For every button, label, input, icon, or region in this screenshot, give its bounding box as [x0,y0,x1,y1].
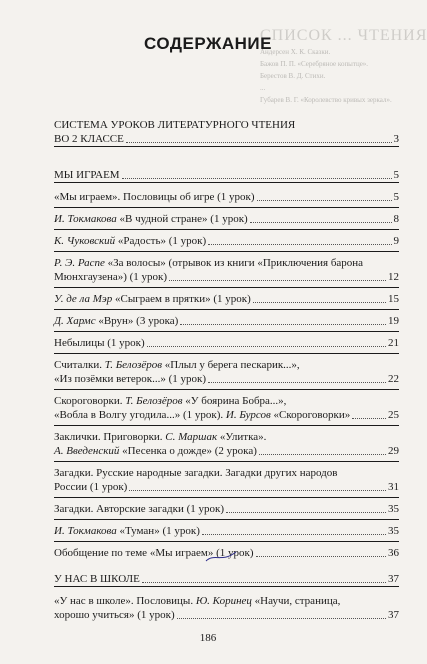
entry-title: «Сыграем в прятки» (1 урок) [112,293,251,305]
toc-entry [54,212,399,226]
page-ref: 29 [388,445,399,457]
section-heading-row [54,168,399,182]
entry-title: «Улитка». [217,431,267,443]
dot-leader [352,418,386,419]
entry-author: Ю. Коринец [195,595,252,607]
entry-title: «У боярина Бобра...», [182,395,287,407]
dot-leader [129,490,386,491]
entry-divider [54,353,399,354]
entry-title: «Плыл у берега пескарик...», [162,359,300,371]
ghost-line: Берестов В. Д. Стихи. [260,72,326,80]
entry-divider [54,309,399,310]
toc-entry [54,292,399,306]
dot-leader [208,382,386,383]
entry-divider [54,251,399,252]
entry-author: К. Чуковский [54,235,116,247]
toc-entry [54,234,399,248]
entry-title: «У нас в школе». Пословицы. [54,595,196,607]
entry-title: Загадки. Авторские загадки (1 урок) [54,503,225,515]
dot-leader [253,302,386,303]
dot-leader [177,618,386,619]
page-ref: 5 [393,169,399,181]
ghost-line: Андерсен Х. К. Сказки. [260,48,331,56]
entry-author: И. Бурсов [225,409,271,421]
toc-entry [54,430,399,458]
toc-section-we-play [54,168,399,183]
entry-divider [54,519,399,520]
toc-section-system [54,118,399,147]
dot-leader [257,200,392,201]
section-heading-row [54,572,399,586]
page-ref: 21 [388,337,399,349]
toc-entry [54,358,399,386]
ghost-title: СПИСОК ... ЧТЕНИЯ [260,27,427,44]
entry-divider [54,229,399,230]
dot-leader [226,512,386,513]
page-ref: 37 [388,609,399,621]
page-ref: 37 [388,573,399,585]
dot-leader [202,534,386,535]
toc-entry [54,594,399,622]
entry-author: А. Введенский [54,445,120,457]
entry-author: С. Маршак [165,431,218,443]
entry-title: Загадки. Русские народные загадки. Загадки других народов [54,467,338,479]
toc-entry [54,524,399,538]
dot-leader [142,582,386,583]
page-ref: 5 [393,191,399,203]
dot-leader [180,324,386,325]
pen-mark [204,550,238,564]
dot-leader [147,346,386,347]
entry-divider [54,389,399,390]
entry-divider [54,425,399,426]
entry-divider [54,287,399,288]
toc-entry [54,256,399,284]
entry-title: «В чудной стране» (1 урок) [116,213,248,225]
entry-divider [54,207,399,208]
toc-section-at-school [54,572,399,587]
section-heading-line: МЫ ИГРАЕМ [54,169,120,181]
ghost-line: Губарев В. Г. «Королевство кривых зеркал». [260,96,392,104]
entry-author: Т. Белозёров [104,359,163,371]
entry-title-cont: «Скороговорки» [270,409,351,421]
page-ref: 36 [388,547,399,559]
toc-entry [54,394,399,422]
page-ref: 35 [388,525,399,537]
entry-divider [54,497,399,498]
dot-leader [250,222,392,223]
section-heading-row [54,132,399,146]
entry-title-cont: России (1 урок) [54,481,128,493]
entry-author: У. де ла Мэр [54,293,113,305]
section-heading-line: У НАС В ШКОЛЕ [54,573,140,585]
entry-author: Т. Белозёров [125,395,183,407]
toc-entry [54,314,399,328]
dot-leader [126,142,392,143]
entry-divider [54,331,399,332]
entry-author: Д. Хармс [54,315,96,327]
entry-title: «Научи, страница, [251,595,341,607]
entry-title: «Мы играем». Пословицы об игре (1 урок) [54,191,255,203]
page-ref: 9 [393,235,399,247]
entry-title: Скороговорки. [54,395,126,407]
dot-leader [208,244,391,245]
page-title: СОДЕРЖАНИЕ [144,34,272,53]
entry-author: И. Токмакова [54,525,117,537]
entry-title: «Радость» (1 урок) [115,235,207,247]
entry-title-cont: хорошо учиться» (1 урок) [54,609,175,621]
entry-author: Р. Э. Распе [54,257,105,269]
entry-title-cont: Мюнхгаузена») (1 урок) [54,271,168,283]
toc-entry [54,336,399,350]
page-ref: 31 [388,481,399,493]
entry-title: Небылицы (1 урок) [54,337,145,349]
entry-title-cont: «Песенка о дожде» (2 урока) [119,445,257,457]
entry-divider [54,541,399,542]
ghost-line: Бажов П. П. «Серебряное копытце». [260,60,369,68]
dot-leader [256,556,386,557]
entry-title: Обобщение по теме «Мы играем» (1 урок) [54,547,254,559]
entry-title-cont: «Вобла в Волгу угодила...» (1 урок). [54,409,226,421]
entry-author: И. Токмакова [54,213,117,225]
toc-entry [54,190,399,204]
ghost-line: ... [260,84,266,92]
page-ref: 25 [388,409,399,421]
dot-leader [169,280,386,281]
toc-entry [54,466,399,494]
toc-entry [54,502,399,516]
entry-title: «Врун» (3 урока) [95,315,179,327]
entry-title-cont: «Из позёмки ветерок...» (1 урок) [54,373,207,385]
dot-leader [122,178,392,179]
entry-title: «За волосы» (отрывок из книги «Приключения барона [104,257,364,269]
entry-title: Считалки. [54,359,105,371]
page-number: 186 [199,632,217,644]
section-heading-line: ВО 2 КЛАССЕ [54,133,124,145]
page-ref: 12 [388,271,399,283]
page-ref: 8 [393,213,399,225]
dot-leader [259,454,386,455]
page-ref: 3 [393,133,399,145]
page-ref: 22 [388,373,399,385]
page-ref: 35 [388,503,399,515]
section-heading-line: СИСТЕМА УРОКОВ ЛИТЕРАТУРНОГО ЧТЕНИЯ [54,119,296,131]
entry-title: Заклички. Приговорки. [54,431,166,443]
page-ref: 19 [388,315,399,327]
entry-title: «Туман» (1 урок) [116,525,200,537]
page-ref: 15 [388,293,399,305]
entry-divider [54,461,399,462]
